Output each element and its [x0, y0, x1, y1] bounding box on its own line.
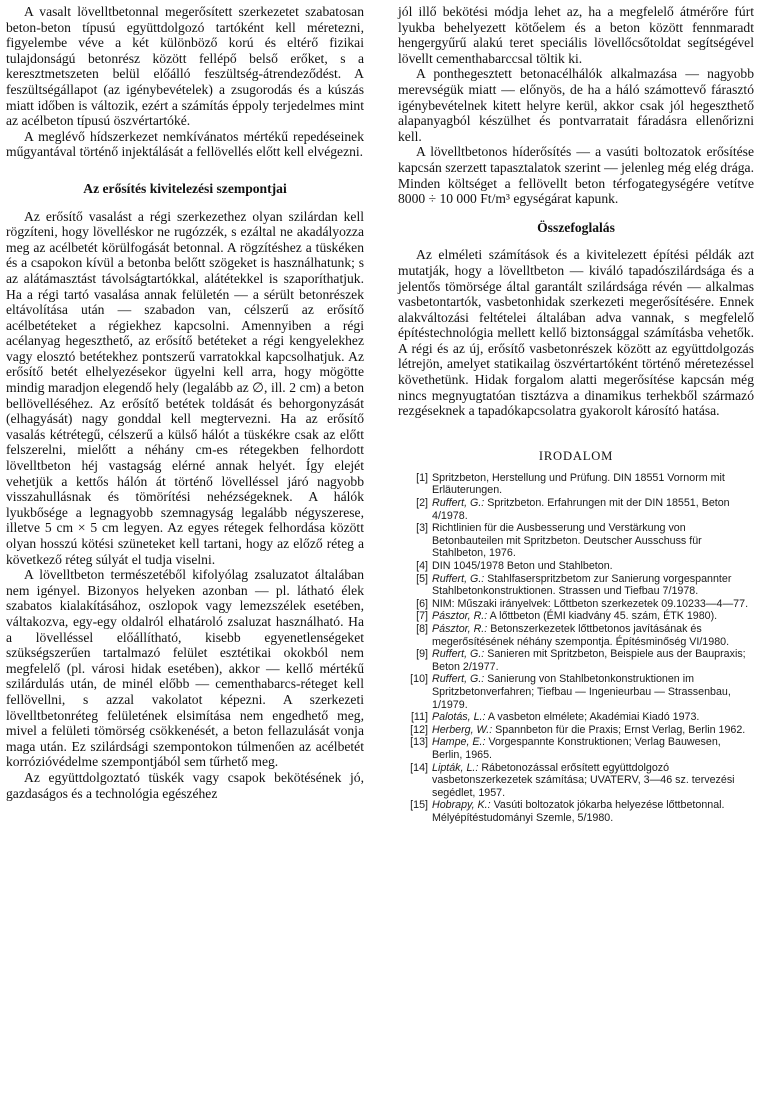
reference-item	[398, 736, 754, 761]
reference-author: Pásztor, R.:	[432, 610, 488, 623]
reference-body: A lőttbeton (ÉMI kiadvány 45. szám, ÉTK 1980).	[487, 610, 718, 623]
reference-number: [5]	[416, 572, 428, 585]
reference-number: [8]	[416, 622, 428, 635]
reference-author: Palotás, L.:	[432, 711, 486, 724]
reference-text	[432, 522, 754, 560]
reference-number: [1]	[416, 471, 428, 484]
reference-item	[398, 648, 754, 673]
reference-text	[432, 711, 754, 724]
reference-item	[398, 623, 754, 648]
paragraph-summary: Az elméleti számítások és a kivitelezett építési példák azt mutatják, hogy a lövelltbeton — kiváló tapadószilárdsága és a jelentős tömörsége által garantált szilárdsága révén — alkalmas vasbetontartók, vasbetonhidak szerkezeti megerősítésére. Ennek alakváltozási feltételei általában adva vannak, s megfelelő építéstechnológia mellett kellő biztonsággal számításba vehetők. A régi és az új, erősítő vasbetonrészek között az együttdolgozás létrejön, amelyet statikailag öszvértartóként történő méretezéssel követhetünk. Hidak forgalom alatti megerősítése kapcsán még nincs megnyugtatóan tisztázva a dinamikus terhekből származó rezgéseknek a tapadókapcsolatra gyakorolt károsító hatása.	[398, 247, 754, 419]
reference-body: Sanierung von Stahlbetonkonstruktionen im Spritzbetonverfahren; Tiefbau — Ingenieurbau — Strassenbau, 1/1979.	[432, 673, 731, 711]
reference-item	[398, 472, 754, 497]
reference-text	[432, 472, 754, 497]
reference-item	[398, 497, 754, 522]
reference-number: [12]	[410, 723, 428, 736]
reference-body: NIM: Műszaki irányelvek: Lőttbeton szerkezetek 09.10233—4—77.	[432, 597, 749, 610]
reference-item	[398, 799, 754, 824]
reference-text	[432, 598, 754, 611]
reference-body: Spritzbeton, Herstellung und Prüfung. DIN 18551 Vornorm mit Erläuterungen.	[432, 471, 725, 497]
reference-body: Betonszerkezetek lőttbetonos javításának és megerősítésének néhány szempontja. Építésminőség VI/1980.	[432, 622, 730, 648]
reference-number: [13]	[410, 736, 428, 749]
reference-number: [9]	[416, 648, 428, 661]
reference-item	[398, 673, 754, 711]
reference-number: [4]	[416, 560, 428, 572]
paragraph-formwork: A lövelltbeton természetéből kifolyólag zsaluzatot általában nem igényel. Bizonyos helyeken azonban — pl. látható élek szabatos kialakításához, oszlopok vagy lemezszélek esetében, váltakozva, egy-egy oldalról elhatároló zsaluzat használható. Ha a lövelléssel előállítható, kisebb egyenetlenségeket szükségszerűen tartalmazó felület esztétikai okokból nem megfelelő (pl. városi hidak esetében), akkor — kellő mértékű szilárdulás után, de minél előbb — cementhabarcs-réteget kell fellövellni, s azzal vakolatot képezni. A szerkezeti lövelltbetonréteg felületének elsimítása nem engedhető meg, mivel a felületi tömörség csökkenését, a beton fellazulását vonja maga után. Ez szilárdsági szempontokon túlmenően az acélbetét korrózióvédelme szempontjából sem tűrhető meg.	[6, 567, 364, 770]
reference-body: A vasbeton elmélete; Akadémiai Kiadó 1973.	[485, 711, 700, 724]
paragraph-spot-welded-mesh: A ponthegesztett betonacélhálók alkalmazása — nagyobb merevségük miatt — előnyös, de ha a háló számottevő fárasztó igénybevételnek kitett helyre kerül, akkor csak jól hegeszthető alapanyagból készülhet és pontvarratait fáradásra ellenőrizni kell.	[398, 66, 754, 144]
reference-author: Ruffert, G.:	[432, 673, 485, 686]
paragraph-reinforcement: Az erősítő vasalást a régi szerkezethez olyan szilárdan kell rögzíteni, hogy lövelléskor ne rugózzék, s ezáltal ne akadályozza meg az acélbetét körülfogását betonnal. A rögzítéshez a tüskéken és a csapokon kívül a betonba belőtt szögeket is használhatunk; s az alátámasztást távolságtartókkal, alátétekkel is szaporíthatjuk. Ha a régi tartó vasalása annak felületén — a sérült betonrészek eltávolítása után — szabadon van, célszerű az erősítő acélbetéteket a régiekhez kapcsolni. Amennyiben a régi acélanyag hegeszthető, az erősítő betéteket a régi kengyelekhez vagy elosztó betétekhez pontszerű varratokkal kapcsolhatjuk. Az erősítő betét elhelyezésekor ügyelni kell arra, hogy mögötte mindig maradjon elegendő hely (legalább az ∅, ill. 2 cm) a beton bellövelléséhez. Az erősítő betétek toldását és behorgonyzását (elhagyását) nagy gonddal kell megtervezni. Ha az erősítő vasalás kétrétegű, célszerű a külső hálót a tüskékre csak az előtt felszerelni, mielőtt a néhány cm-es rétegekben felhordott lövelltbeton héj vastagság elérné annak helyét. Így elejét vehetjük a kettős hálón át történő lövelléssel járó nagyobb visszahullásnak és tömörítési nehézségeknek. A hálók lyukbősége a legnagyobb szemnagyság legalább négyszerese, illetve 5 cm × 5 cm legyen. Az egyes rétegek felhordása között olyan hosszú kötési szüneteket kell tartani, hogy az előző réteg a következő réteg súlyát el tudja viselni.	[6, 208, 364, 567]
reference-body: Vasúti boltozatok jókarba helyezése lőttbetonnal. Mélyépítéstudományi Szemle, 5/1980.	[432, 799, 725, 824]
reference-author: Pásztor, R.:	[432, 622, 488, 635]
right-column	[398, 4, 754, 824]
reference-item	[398, 610, 754, 623]
reference-body: Sanieren mit Spritzbeton, Beispiele aus der Baupraxis; Beton 2/1977.	[432, 648, 746, 673]
reference-number: [3]	[416, 522, 428, 535]
reference-number: [6]	[416, 597, 428, 610]
reference-text	[432, 724, 754, 737]
left-column	[6, 4, 364, 801]
references-title: IRODALOM	[538, 448, 614, 463]
reference-number: [15]	[410, 799, 428, 812]
reference-item	[398, 711, 754, 724]
reference-body: DIN 1045/1978 Beton und Stahlbeton.	[432, 560, 613, 572]
references-list	[398, 472, 754, 825]
reference-text	[432, 623, 754, 648]
reference-text	[432, 560, 754, 573]
paragraph-crack-injection: A meglévő hídszerkezet nemkívánatos mértékű repedéseinek műgyantával történő injektálását a fellövellés előtt kell elvégezni.	[6, 128, 364, 160]
reference-item	[398, 573, 754, 598]
reference-text	[432, 799, 754, 824]
reference-author: Ruffert, G.:	[432, 572, 485, 585]
reference-author: Ruffert, G.:	[432, 648, 485, 661]
reference-item	[398, 724, 754, 737]
reference-author: Ruffert, G.:	[432, 497, 485, 510]
paragraph-dowels: Az együttdolgoztató tüskék vagy csapok bekötésének jó, gazdaságos és a technológia egészéhez	[6, 769, 364, 801]
reference-author: Herberg, W.:	[432, 723, 493, 736]
section-heading-summary: Összefoglalás	[537, 219, 615, 235]
reference-text	[432, 736, 754, 761]
reference-number: [7]	[416, 610, 428, 623]
reference-text	[432, 673, 754, 711]
paragraph-intro: A vasalt lövelltbetonnal megerősített szerkezetet szabatosan beton-beton típusú együttdolgozó tartóként kell méretezni, figyelembe véve a két különböző korú és eltérő fizikai tulajdonságú betonrész között fellépő belső erőket, s a keresztmetszeten belül előálló feszültség-átrendeződést. A feszültségállapot (az igénybevételek) a zsugorodás és a kúszás miatt időben is változik, ezért a számítás éppoly terjedelmes mint az acélbeton típusú öszvértartóké.	[6, 4, 364, 129]
reference-item	[398, 762, 754, 800]
reference-body: Spannbeton für die Praxis; Ernst Verlag, Berlin 1962.	[492, 723, 746, 736]
reference-number: [10]	[410, 673, 428, 686]
reference-author: Lipták, L.:	[432, 761, 479, 774]
reference-number: [2]	[416, 497, 428, 510]
reference-author: Hampe, E.:	[432, 736, 486, 749]
reference-item	[398, 598, 754, 611]
reference-body: Spritzbeton. Erfahrungen mit der DIN 18551, Beton 4/1978.	[432, 497, 730, 522]
reference-text	[432, 648, 754, 673]
reference-body: Vorgespannte Konstruktionen; Verlag Bauwesen, Berlin, 1965.	[432, 736, 721, 761]
reference-body: Richtlinien für die Ausbesserung und Verstärkung von Betonbauteilen mit Spritzbeton. Deutscher Ausschuss für Stahlbeton, 1976.	[432, 522, 702, 560]
reference-number: [11]	[410, 711, 428, 724]
reference-text	[432, 762, 754, 800]
section-heading-execution: Az erősítés kivitelezési szempontjai	[83, 180, 287, 196]
paragraph-continued: jól illő bekötési módja lehet az, ha a megfelelő átmérőre fúrt lyukba behelyezett kötőelem és a beton között fennmaradt hengergyűrű alakú teret speciális lövellőcsőtoldat segítségével lövellt cementhabarccsal töltik ki.	[398, 4, 754, 66]
reference-number: [14]	[410, 761, 428, 774]
reference-author: Hobrapy, K.:	[432, 799, 491, 812]
reference-text	[432, 573, 754, 598]
reference-body: Stahlfaserspritzbetom zur Sanierung vorgespannter Stahlbetonkonstruktionen. Strassen und Tiefbau 7/1978.	[432, 572, 732, 598]
reference-text	[432, 610, 754, 623]
reference-item	[398, 560, 754, 573]
reference-body: Rábetonozással erősített együttdolgozó vasbetonszerkezetek számítása; UVATERV, 3—46 sz. tervezési segédlet, 1957.	[432, 761, 735, 799]
reference-text	[432, 497, 754, 522]
reference-item	[398, 522, 754, 560]
paragraph-cost: A lövelltbetonos híderősítés — a vasúti boltozatok erősítése kapcsán szerzett tapasztalatok szerint — jelenleg még elég drága. Minden költséget a fellövellt beton térfogategységére vetítve 8000 ÷ 10 000 Ft/m³ egységárat kapunk.	[398, 144, 754, 207]
